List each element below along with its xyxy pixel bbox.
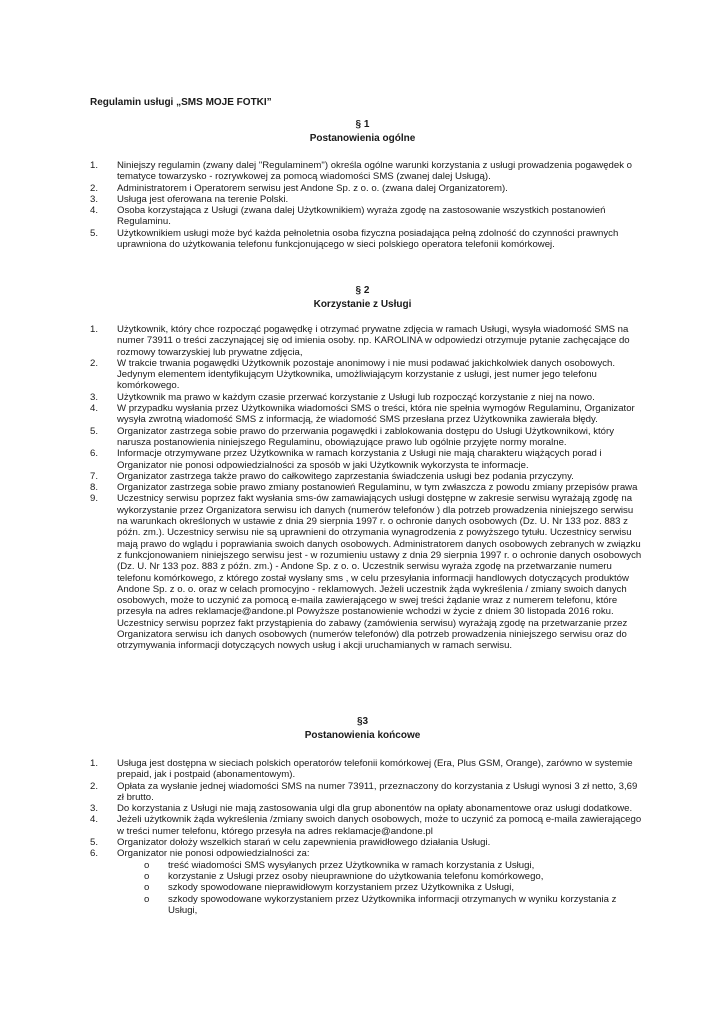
sub-list-item: o szkody spowodowane wykorzystaniem przez Użytkownika informacji otrzymanych w wyniku korzystania z Usługi, <box>144 893 617 916</box>
list-item: 3. Do korzystania z Usługi nie mają zastosowania ulgi dla grup abonentów na opłaty abonamentowe oraz usługi dodatkowe. <box>90 803 633 815</box>
list-item: 8. Organizator zastrzega sobie prawo zmiany postanowień Regulaminu, w tym zwłaszcza z powodu zmiany przepisów prawa <box>90 482 638 494</box>
section-2-list <box>90 324 645 652</box>
list-item: 2. Administratorem i Operatorem serwisu jest Andone Sp. z o. o. (zwana dalej Organizatorem). <box>90 182 508 194</box>
section-3-header <box>0 715 725 743</box>
list-item: 1. Niniejszy regulamin (zwany dalej "Regulaminem") określa ogólne warunki korzystania z usługi prowadzenia pogawędek o tematyce towarzysko - rozrywkowej za pomocą wiadomości SMS (zwanej dalej Usługą). <box>90 160 633 183</box>
section-1-list <box>90 160 645 250</box>
list-item: 5. Organizator zastrzega sobie prawo do przerwania pogawędki i zablokowania dostępu do Usługi Użytkownikowi, który narusza postanowienia niniejszego Regulaminu, obowiązujące prawo lub ogólnie przyjęte normy moralne. <box>90 425 614 448</box>
list-item: 2. Opłata za wysłanie jednej wiadomości SMS na numer 73911, przeznaczony do korzystania z Usługi wynosi 3 zł netto, 3,69 zł brutto. <box>90 780 638 803</box>
section-2-header <box>0 284 725 312</box>
sub-list <box>117 860 645 916</box>
section-3-list <box>90 758 645 916</box>
section-sign: § 2 <box>355 285 370 296</box>
list-item: 5. Użytkownikiem usługi może być każda pełnoletnia osoba fizyczna posiadająca pełną zdolność do czynności prawnych uprawniona do użytkowania telefonu funkcjonującego w sieci polskiego operatora telefonii komórkowej. <box>90 227 619 251</box>
list-item: 9. Uczestnicy serwisu poprzez fakt wysłania sms-ów zamawiających usługi dostępne w zakresie serwisu wyrażają zgodę na wykorzystanie przez Organizatora serwisu ich danych (numerów telefonów ) dla potrzeb prowadzenia niniejszego serwisu na warunkach określonych w ustawie z dnia 29 sierpnia 1997 r. o ochronie danych osobowych (Dz. U. Nr 133 poz. 883 z późn. zm.). Uczestnicy serwisu nie są uprawnieni do otrzymania wynagrodzenia z powyższego tytułu. Uczestnicy serwisu mają prawo do wglądu i poprawiania swoich danych osobowych. Administratorem danych osobowych zebranych w związku z funkcjonowaniem niniejszego serwisu jest - w rozumieniu ustawy z dnia 29 sierpnia 1997 r. o ochronie danych osobowych (Dz. U. Nr 133 poz. 883 z późn. zm.) - Andone Sp. z o. o. Uczestnik serwisu wyraża zgodę na przetwarzanie numeru telefonu komórkowego, z którego został wysłany sms , w celu przesyłania informacji handlowych dotyczących produktów Andone Sp. z o. o. oraz w celach promocyjno - reklamowych. Jeżeli uczestnik żąda wykreślenia / zmiany swoich danych osobowych, może to uczynić za pomocą e-maila zawierającego w swej treści żądanie wraz z numerem telefonu, które przesyła na adres reklamacje@andone.pl Powyższe postanowienie wchodzi w życie z dniem 30 listopada 2016 roku. Uczestnicy serwisu poprzez fakt przystąpienia do zabawy (zamówienia serwisu) wyrażają zgodę na przetwarzanie przez Organizatora serwisu ich danych osobowych (numerów telefonów) dla potrzeb prowadzenia niniejszego serwisu oraz do otrzymywania informacji dotyczących nowych usług i akcji uruchamianych w ramach serwisu. <box>90 493 642 652</box>
list-item: 3. Usługa jest oferowana na terenie Polski. <box>90 193 289 205</box>
list-item: 4. W przypadku wysłania przez Użytkownika wiadomości SMS o treści, która nie spełnia wymogów Regulaminu, Organizator wysyła zwrotną wiadomość SMS z informacją, że wiadomość SMS przesłana przez Użytkownika zawierała błędy. <box>90 403 635 426</box>
list-item: 7. Organizator zastrzega także prawo do całkowitego zaprzestania świadczenia usługi bez podania przyczyny. <box>90 470 574 482</box>
list-item: 4. Jeżeli użytkownik żąda wykreślenia /zmiany swoich danych osobowych, może to uczynić za pomocą e-maila zawierającego w treści numer telefonu, którego przesyła na adres reklamacje@andone.pl <box>90 814 642 837</box>
list-item: 3. Użytkownik ma prawo w każdym czasie przerwać korzystanie z Usługi lub rozpocząć korzystanie z niej na nowo. <box>90 391 595 403</box>
section-sign: § 1 <box>355 119 370 130</box>
list-item: 5. Organizator dołoży wszelkich starań w celu zapewnienia prawidłowego działania Usługi. <box>90 837 491 849</box>
list-item: 1. Usługa jest dostępna w sieciach polskich operatorów telefonii komórkowej (Era, Plus GSM, Orange), zarówno w systemie prepaid, jak i postpaid (abonamentowym). <box>90 758 633 781</box>
sub-list-item: o szkody spowodowane nieprawidłowym korzystaniem przez Użytkownika z Usługi, <box>144 882 515 894</box>
list-item: 6. Organizator nie ponosi odpowiedzialności za: o treść wiadomości SMS wysyłanych przez Użytkownika w ramach korzystania z Usługi, o korzystanie z Usługi przez osoby nieuprawnione do użytkowania telefonu komórkowego, o szkody spowodowane nieprawidłowym korzystaniem przez Użytkownika z Usługi, o szkody spowodowane wykorzystaniem przez Użytkownika informacji otrzymanych w wyniku korzystania z Usługi, <box>90 848 645 916</box>
list-item: 6. Informacje otrzymywane przez Użytkownika w ramach korzystania z Usługi nie mają charakteru wiążących porad i Organizator nie ponosi odpowiedzialności za sposób w jaki Użytkownik wykorzysta te informacje. <box>90 448 602 471</box>
section-heading: Korzystanie z Usługi <box>313 299 412 310</box>
section-heading: Postanowienia końcowe <box>304 730 421 741</box>
section-heading: Postanowienia ogólne <box>309 133 416 144</box>
document-title: Regulamin usługi „SMS MOJE FOTKI” <box>90 97 272 108</box>
sub-list-item: o treść wiadomości SMS wysyłanych przez Użytkownika w ramach korzystania z Usługi, <box>144 859 535 871</box>
sub-list-item: o korzystanie z Usługi przez osoby nieuprawnione do użytkowania telefonu komórkowego, <box>144 870 544 882</box>
list-item: 1. Użytkownik, który chce rozpocząć pogawędkę i otrzymać prywatne zdjęcia w ramach Usługi, wysyła wiadomość SMS na numer 73911 o treści zaczynającej się od imienia osoby. np. KAROLINA w odpowiedzi otrzymuje pytanie zachęcające do rozmowy towarzyskiej lub prywatne zdjęcia, <box>90 324 630 358</box>
list-item: 4. Osoba korzystająca z Usługi (zwana dalej Użytkownikiem) wyraża zgodę na zastosowanie wszystkich postanowień Regulaminu. <box>90 205 606 228</box>
section-sign: §3 <box>356 716 369 727</box>
list-item: 2. W trakcie trwania pogawędki Użytkownik pozostaje anonimowy i nie musi podawać jakichkolwiek danych osobowych. Jedynym elementem identyfikującym Użytkownika, umożliwiającym korzystanie z usługi, jest numer jego telefonu komórkowego. <box>90 357 616 392</box>
section-1-header <box>0 118 725 146</box>
